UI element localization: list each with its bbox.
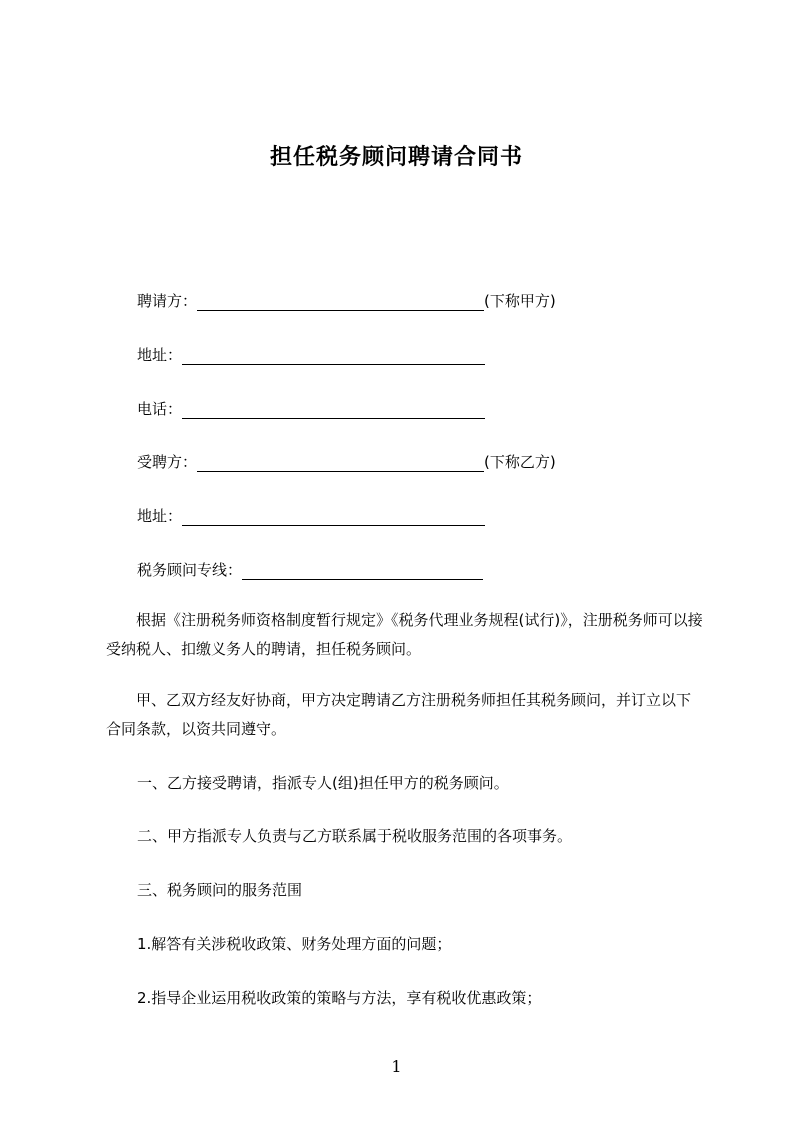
employer-address-field [137, 344, 485, 365]
clause-three-item-2: 2.指导企业运用税收政策的策略与方法，享有税收优惠政策； [137, 989, 542, 1007]
employer-label: 聘请方： [137, 292, 198, 310]
employee-blank[interactable] [197, 455, 484, 472]
employer-field [137, 290, 556, 311]
employee-address-label: 地址： [137, 507, 183, 525]
employer-address-label: 地址： [137, 346, 183, 364]
document-title: 担任税务顾问聘请合同书 [269, 145, 523, 170]
paragraph-legal-basis-text: 根据《注册税务师资格制度暂行规定》《税务代理业务规程(试行)》，注册税务师可以接受纳税人、扣缴义务人的聘请，担任税务顾问。 [106, 611, 703, 658]
employer-blank[interactable] [197, 294, 484, 311]
paragraph-agreement-text: 甲、乙双方经友好协商，甲方决定聘请乙方注册税务师担任其税务顾问，并订立以下合同条款，以资共同遵守。 [106, 691, 692, 738]
page-number: 1 [391, 1057, 402, 1076]
employer-suffix: (下称甲方) [484, 292, 556, 310]
employer-phone-blank[interactable] [182, 402, 485, 419]
hotline-field [137, 559, 483, 580]
employer-phone-label: 电话： [137, 400, 183, 418]
employer-address-blank[interactable] [182, 348, 485, 365]
employer-phone-field [137, 398, 485, 419]
clause-three-item-1: 1.解答有关涉税收政策、财务处理方面的问题； [137, 935, 452, 953]
clause-three: 三、税务顾问的服务范围 [137, 881, 303, 899]
hotline-label: 税务顾问专线： [137, 561, 243, 579]
hotline-blank[interactable] [242, 563, 483, 580]
clause-one: 一、乙方接受聘请，指派专人(组)担任甲方的税务顾问。 [137, 774, 509, 792]
employee-suffix: (下称乙方) [484, 453, 556, 471]
paragraph-legal-basis [106, 606, 704, 664]
employee-address-field [137, 505, 485, 526]
employee-field [137, 451, 556, 472]
employee-label: 受聘方： [137, 453, 198, 471]
paragraph-agreement [106, 686, 704, 744]
employee-address-blank[interactable] [182, 509, 485, 526]
clause-two: 二、甲方指派专人负责与乙方联系属于税收服务范围的各项事务。 [137, 827, 573, 845]
